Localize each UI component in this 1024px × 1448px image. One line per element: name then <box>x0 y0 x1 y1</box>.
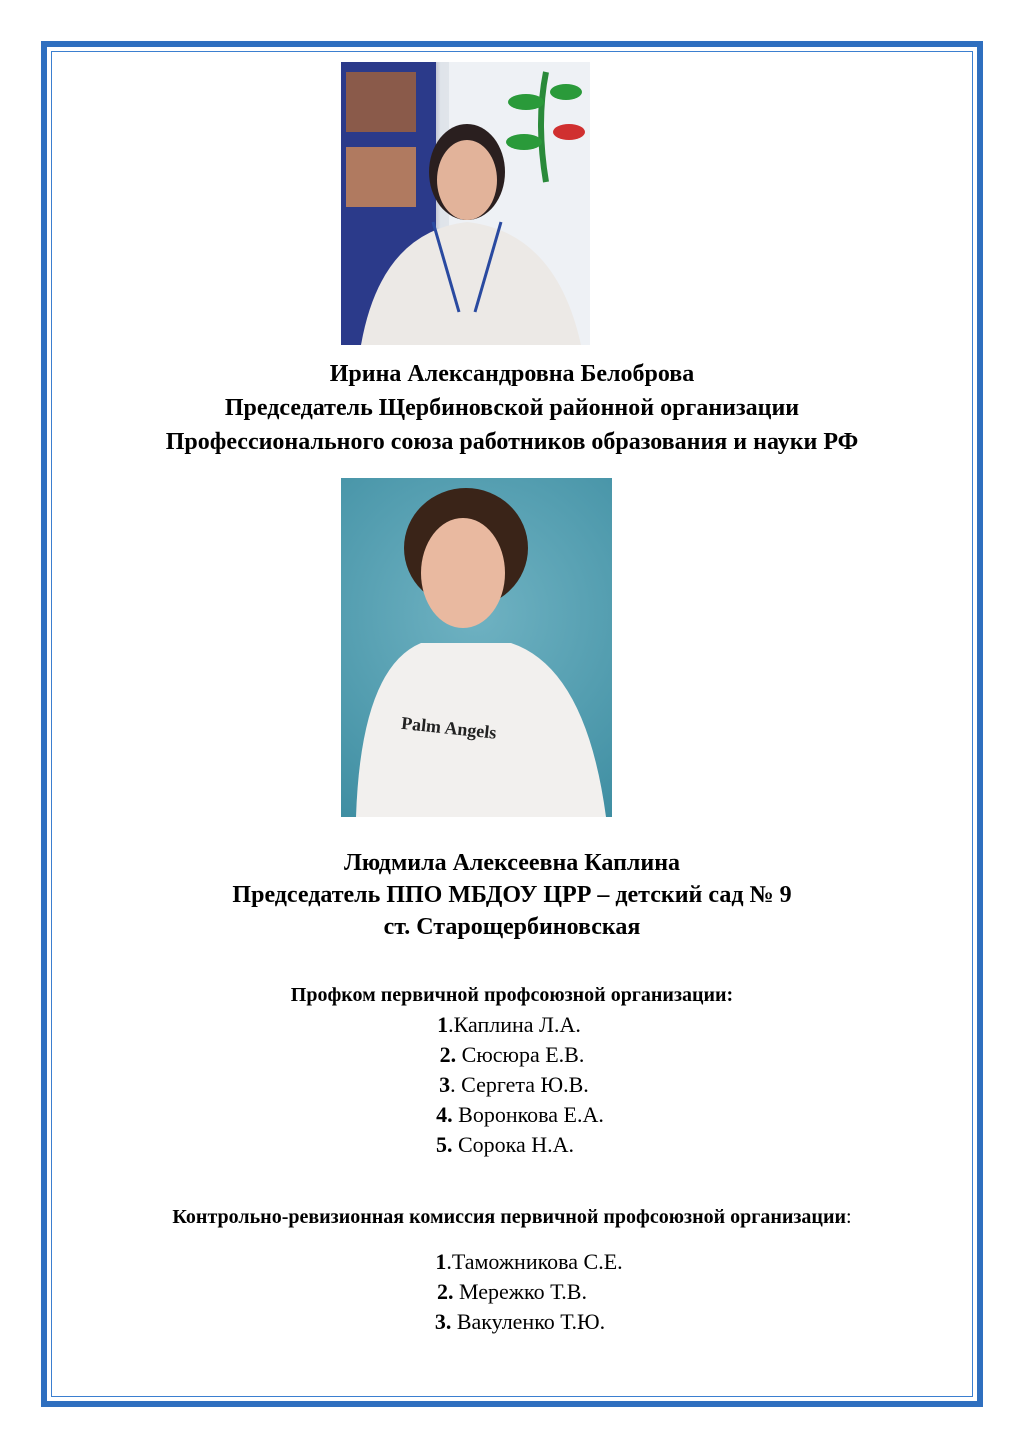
list-item <box>2 1072 1024 1098</box>
krk-heading-colon: : <box>846 1206 852 1228</box>
item-text: Вакуленко Т.Ю. <box>451 1309 606 1334</box>
photo-belobrova <box>341 62 590 345</box>
item-number: 4. <box>436 1102 453 1127</box>
person1-title-line2: Профессионального союза работников образования и науки РФ <box>165 429 859 455</box>
item-text: . Сергета Ю.В. <box>450 1072 589 1097</box>
item-number: 2. <box>439 1042 457 1067</box>
list-item <box>0 1132 1017 1158</box>
item-text: .Таможникова С.Е. <box>446 1249 623 1274</box>
item-number: 1 <box>435 1249 447 1274</box>
profkom-heading: Профком первичной профсоюзной организации: <box>290 984 734 1006</box>
item-text: Мережко Т.В. <box>453 1279 587 1304</box>
list-item <box>0 1012 1021 1038</box>
item-text: Сюсюра Е.В. <box>456 1042 585 1067</box>
item-number: 1 <box>437 1012 449 1037</box>
item-number: 3. <box>434 1309 452 1334</box>
person2-title-line2: ст. Старощербиновская <box>383 914 641 940</box>
list-item <box>0 1042 1024 1068</box>
item-number: 2. <box>437 1279 454 1304</box>
item-text: .Каплина Л.А. <box>448 1012 581 1037</box>
person1-name: Ирина Александровна Белоброва <box>329 361 695 387</box>
item-text: Воронкова Е.А. <box>452 1102 604 1127</box>
list-item <box>8 1102 1024 1128</box>
person2-title-line1: Председатель ППО МБДОУ ЦРР – детский сад № 9 <box>232 882 792 908</box>
list-item <box>8 1309 1024 1335</box>
list-item <box>0 1279 1024 1305</box>
item-number: 3 <box>439 1072 451 1097</box>
shirt-text: Palm Angels <box>400 712 498 743</box>
person1-title-line1: Председатель Щербиновской районной организации <box>224 395 800 421</box>
photo-kaplina <box>341 478 612 817</box>
person2-name: Людмила Алексеевна Каплина <box>343 850 681 876</box>
krk-heading <box>0 1206 1024 1229</box>
list-item <box>17 1249 1024 1275</box>
item-text: Сорока Н.А. <box>452 1132 575 1157</box>
krk-heading-text: Контрольно-ревизионная комиссия первичной профсоюзной организации <box>172 1206 846 1228</box>
item-number: 5. <box>435 1132 453 1157</box>
